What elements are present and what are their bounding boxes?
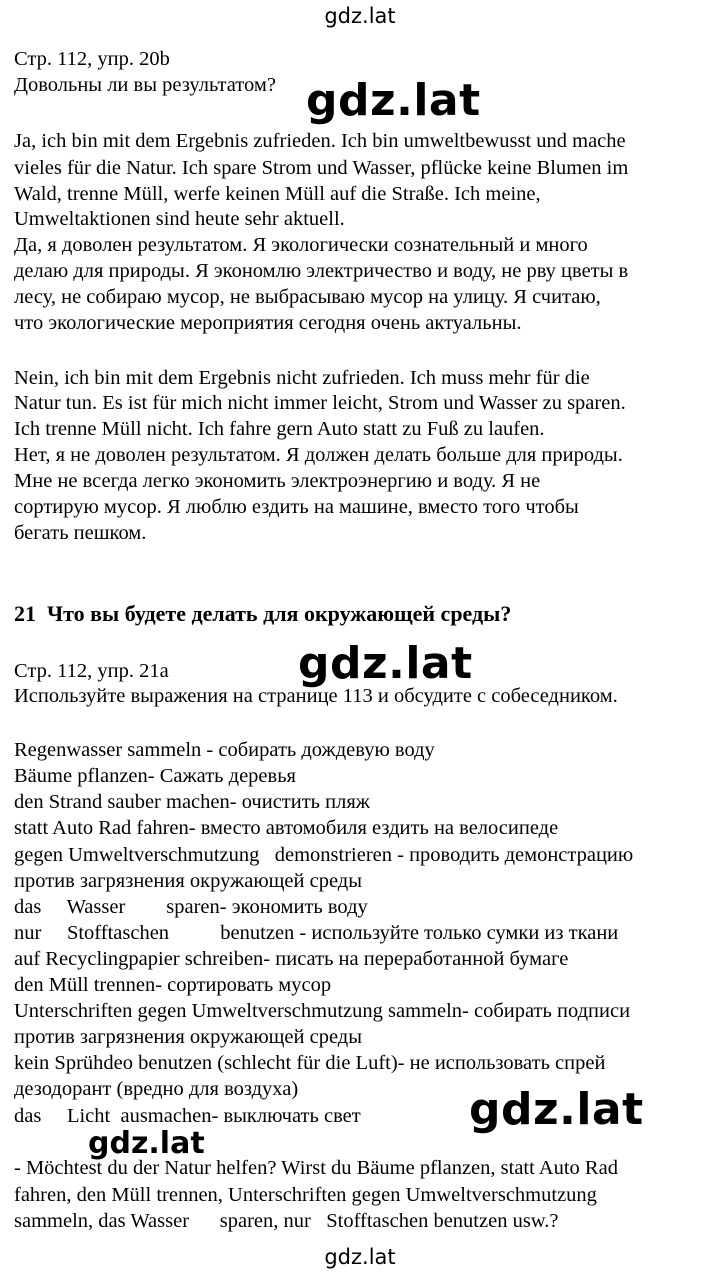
exercise-reference: Стр. 112, упр. 20b <box>14 48 170 70</box>
text-line: Мне не всегда легко экономить электроэнергию и воду. Я не <box>14 470 541 492</box>
text-line: vieles für die Natur. Ich spare Strom und Wasser, pflücke keine Blumen im <box>14 157 629 179</box>
text-line: делаю для природы. Я экономлю электричество и воду, не рву цветы в <box>14 260 629 282</box>
text-line: лесу, не собираю мусор, не выбрасываю мусор на улицу. Я считаю, <box>14 286 601 308</box>
dialogue-line: - Möchtest du der Natur helfen? Wirst du Bäume pflanzen, statt Auto Rad <box>14 1157 618 1179</box>
text-line: Да, я доволен результатом. Я экологически сознательный и много <box>14 234 588 256</box>
vocab-line: дезодорант (вредно для воздуха) <box>14 1078 299 1100</box>
text-line: сортирую мусор. Я люблю ездить на машине, вместо того чтобы <box>14 496 579 518</box>
vocab-line: kein Sprühdeo benutzen (schlecht für die Luft)- не использовать спрей <box>14 1052 606 1074</box>
text-line: Нет, я не доволен результатом. Я должен делать больше для природы. <box>14 444 623 466</box>
section-heading: 21 Что вы будете делать для окружающей среды? <box>14 601 512 626</box>
vocab-line: против загрязнения окружающей среды <box>14 870 362 892</box>
vocab-line: das Licht ausmachen- выключать свет <box>14 1105 361 1127</box>
exercise-question: Довольны ли вы результатом? <box>14 74 276 96</box>
dialogue-line: fahren, den Müll trennen, Unterschriften gegen Umweltverschmutzung <box>14 1184 597 1206</box>
vocab-line: den Müll trennen- сортировать мусор <box>14 974 332 996</box>
exercise-instruction: Используйте выражения на странице 113 и обсудите с собеседником. <box>14 685 618 707</box>
text-line: Ja, ich bin mit dem Ergebnis zufrieden. Ich bin umweltbewusst und mache <box>14 130 626 152</box>
text-line: что экологические мероприятия сегодня очень актуальны. <box>14 312 522 334</box>
text-line: Wald, trenne Müll, werfe keinen Müll auf die Straße. Ich meine, <box>14 183 541 205</box>
watermark-header: gdz.lat <box>324 4 396 28</box>
dialogue-line: sammeln, das Wasser sparen, nur Stofftaschen benutzen usw.? <box>14 1210 559 1232</box>
watermark-overlay: gdz.lat <box>306 75 481 126</box>
vocab-line: auf Recyclingpapier schreiben- писать на переработанной бумаге <box>14 948 569 970</box>
watermark-overlay: gdz.lat <box>88 1126 205 1161</box>
vocab-line: gegen Umweltverschmutzung demonstrieren - проводить демонстрацию <box>14 844 634 866</box>
vocab-line: den Strand sauber machen- очистить пляж <box>14 791 370 813</box>
watermark-footer: gdz.lat <box>324 1245 396 1269</box>
vocab-line: Regenwasser sammeln - собирать дождевую воду <box>14 739 435 761</box>
vocab-line: Unterschriften gegen Umweltverschmutzung sammeln- собирать подписи <box>14 1000 631 1022</box>
watermark-overlay: gdz.lat <box>469 1084 644 1135</box>
watermark-overlay: gdz.lat <box>298 638 473 689</box>
text-line: Natur tun. Es ist für mich nicht immer leicht, Strom und Wasser zu sparen. <box>14 392 626 414</box>
exercise-reference: Стр. 112, упр. 21a <box>14 660 169 682</box>
text-line: бегать пешком. <box>14 522 147 544</box>
text-line: Ich trenne Müll nicht. Ich fahre gern Auto statt zu Fuß zu laufen. <box>14 418 545 440</box>
vocab-line: Bäume pflanzen- Сажать деревья <box>14 765 296 787</box>
text-line: Nein, ich bin mit dem Ergebnis nicht zufrieden. Ich muss mehr für die <box>14 367 590 389</box>
text-line: Umweltaktionen sind heute sehr aktuell. <box>14 208 345 230</box>
vocab-line: против загрязнения окружающей среды <box>14 1026 362 1048</box>
vocab-line: das Wasser sparen- экономить воду <box>14 896 368 918</box>
vocab-line: nur Stofftaschen benutzen - используйте только сумки из ткани <box>14 922 619 944</box>
vocab-line: statt Auto Rad fahren- вместо автомобиля ездить на велосипеде <box>14 817 559 839</box>
